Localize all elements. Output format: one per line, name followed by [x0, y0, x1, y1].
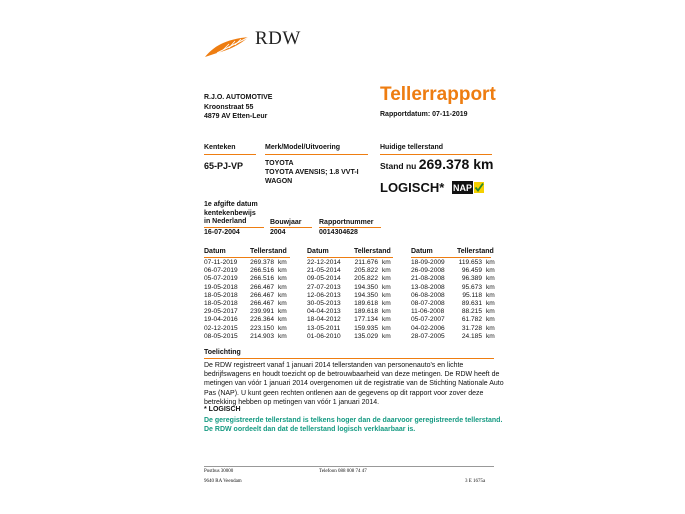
company-city: 4879 AV Etten-Leur [204, 113, 268, 120]
table-cell-date: 13-08-2008 [411, 283, 445, 291]
table-cell-date: 29-05-2017 [204, 308, 238, 316]
logisch-explanation: De geregistreerde tellerstand is telkens hoger dan de daarvoor geregistreerde tellerstand. De RDW oordeelt dan dat de tellerstand logisch verklaarbaar is. [204, 417, 503, 434]
table-cell-value: 269.378 [250, 259, 274, 266]
stand-label: Stand nu [380, 161, 417, 171]
table-cell-value: 194.350 [354, 291, 378, 299]
nap-badge-icon [452, 181, 484, 194]
model-line: WAGON [265, 178, 293, 185]
table-cell-date: 18-05-2018 [204, 300, 238, 307]
table-header-tellerstand: Tellerstand [250, 248, 287, 255]
rapportnummer-value: 0014304628 [319, 229, 358, 236]
table-cell-unit: km [486, 316, 495, 324]
table-cell-value: 135.029 [354, 332, 378, 340]
header-kenteken: Kenteken [204, 144, 236, 151]
table-cell-unit: km [278, 259, 287, 266]
table-cell-value: 211.676 [354, 259, 378, 266]
table-cell-date: 04-02-2006 [411, 324, 445, 332]
table-cell-value: 189.618 [354, 308, 378, 316]
model-line: TOYOTA AVENSIS; 1.8 VVT-I [265, 169, 359, 176]
table-cell-value: 214.903 [250, 332, 274, 340]
company-address [204, 93, 272, 122]
table-cell-unit: km [278, 324, 287, 332]
divider-rapport [319, 227, 381, 228]
toelichting-body: De RDW registreert vanaf 1 januari 2014 tellerstanden van personenauto's en lichte bedrijfswagens en houdt toezicht op de betrouwbaarheid van deze metingen. De RDW heeft de metingen van vóór 1 januari 2014 overgenomen uit de registratie van de Stichting Nationale Auto Pas (NAP). U kunt geen rechten ontlenen aan de gegevens op dit rapport voor zover deze betrekking hebben op metingen van vóór 1 januari 2014. [204, 362, 504, 406]
table-cell-unit: km [382, 283, 391, 291]
table-cell-date: 06-07-2019 [204, 267, 238, 275]
registration-label [204, 201, 258, 227]
table-cell-unit: km [278, 308, 287, 316]
table-cell-unit: km [486, 275, 495, 283]
table-cell-value: 95.673 [461, 283, 482, 291]
table-cell-unit: km [486, 283, 495, 291]
table-cell-value: 96.389 [461, 275, 482, 283]
logisch-verdict: LOGISCH* [380, 180, 445, 195]
table-header-divider [307, 257, 393, 258]
table-cell-unit: km [278, 275, 287, 283]
table-cell-date: 06-08-2008 [411, 291, 445, 299]
table-cell-value: 119.653 [458, 259, 482, 266]
table-cell-value: 266.467 [250, 291, 274, 299]
logisch-footnote-label: * LOGISCH [204, 406, 241, 413]
table-cell-date: 09-05-2014 [307, 275, 341, 283]
divider-merk [265, 154, 368, 155]
header-merk: Merk/Model/Uitvoering [265, 144, 341, 151]
table-cell-unit: km [278, 316, 287, 324]
table-cell-date: 01-06-2010 [307, 332, 341, 340]
table-cell-date: 26-09-2008 [411, 267, 445, 275]
table-cell-unit: km [278, 300, 287, 307]
nap-badge-text: NAP [452, 183, 473, 193]
table-cell-value: 24.185 [461, 332, 482, 340]
current-odometer [380, 156, 493, 172]
bouwjaar-value: 2004 [270, 229, 286, 236]
table-cell-unit: km [486, 324, 495, 332]
table-cell-date: 21-05-2014 [307, 267, 341, 275]
table-header-datum: Datum [204, 248, 226, 255]
rapportnummer-label: Rapportnummer [319, 219, 374, 226]
table-cell-date: 18-09-2009 [411, 259, 445, 266]
model-line: TOYOTA [265, 160, 294, 167]
table-cell-date: 12-06-2013 [307, 291, 341, 299]
table-cell-date: 18-04-2012 [307, 316, 341, 324]
reg-label-line: in Nederland [204, 218, 247, 225]
table-cell-unit: km [486, 291, 495, 299]
table-cell-value: 239.991 [250, 308, 274, 316]
divider-bouwjaar [270, 227, 312, 228]
table-cell-value: 226.364 [250, 316, 274, 324]
table-cell-value: 205.822 [354, 275, 378, 283]
table-cell-unit: km [278, 283, 287, 291]
table-cell-date: 22-12-2014 [307, 259, 341, 266]
table-cell-unit: km [382, 300, 391, 307]
table-cell-value: 31.728 [461, 324, 482, 332]
table-cell-unit: km [382, 259, 391, 266]
company-name: R.J.O. AUTOMOTIVE [204, 94, 273, 101]
table-cell-unit: km [382, 267, 391, 275]
table-cell-unit: km [382, 291, 391, 299]
registration-date: 16-07-2004 [204, 229, 240, 236]
table-cell-date: 28-07-2005 [411, 332, 445, 340]
report-title: Tellerrapport [380, 84, 496, 105]
table-cell-unit: km [486, 300, 495, 307]
stand-value: 269.378 km [418, 156, 494, 172]
table-header-divider [411, 257, 491, 258]
footer-divider [204, 466, 494, 467]
footer-phone: Telefoon 088 008 74 47 [319, 469, 367, 474]
table-cell-date: 13-05-2011 [307, 324, 341, 332]
table-cell-unit: km [278, 267, 287, 275]
table-cell-value: 159.935 [354, 324, 378, 332]
table-cell-value: 177.134 [354, 316, 378, 324]
table-cell-unit: km [382, 316, 391, 324]
table-header-tellerstand: Tellerstand [457, 248, 494, 255]
table-cell-unit: km [486, 308, 495, 316]
reg-label-line: 1e afgifte datum [204, 201, 258, 208]
reg-label-line: kentekenbewijs [204, 209, 256, 217]
header-huidige: Huidige tellerstand [380, 144, 444, 151]
table-cell-value: 194.350 [354, 283, 378, 291]
table-cell-value: 89.631 [461, 300, 482, 307]
table-cell-value: 266.516 [250, 275, 274, 283]
table-cell-date: 05-07-2007 [411, 316, 445, 324]
table-cell-unit: km [486, 259, 495, 266]
table-cell-unit: km [278, 332, 287, 340]
table-cell-unit: km [382, 275, 391, 283]
report-date: Rapportdatum: 07-11-2019 [380, 111, 468, 118]
table-cell-unit: km [486, 267, 495, 275]
table-cell-unit: km [382, 332, 391, 340]
table-cell-value: 223.150 [250, 324, 274, 332]
footer-city: 9640 RA Veendam [204, 479, 242, 484]
table-cell-value: 96.459 [461, 267, 482, 275]
divider-kenteken [204, 154, 256, 155]
table-cell-value: 95.118 [462, 291, 482, 299]
footer-code: 3 E 1675a [465, 479, 486, 484]
table-cell-value: 266.467 [250, 300, 274, 307]
table-cell-date: 19-05-2018 [204, 283, 238, 291]
table-cell-date: 30-05-2013 [307, 300, 341, 307]
table-cell-value: 205.822 [354, 267, 378, 275]
table-cell-date: 19-04-2016 [204, 316, 238, 324]
footer-postbus: Postbus 30000 [204, 469, 234, 474]
table-cell-value: 88.215 [461, 308, 482, 316]
table-cell-date: 21-08-2008 [411, 275, 445, 283]
table-header-divider [204, 257, 290, 258]
table-cell-date: 18-05-2018 [204, 291, 238, 299]
table-cell-date: 02-12-2015 [204, 324, 238, 332]
table-cell-value: 266.467 [250, 283, 274, 291]
table-cell-unit: km [486, 332, 495, 340]
table-cell-date: 11-06-2008 [411, 308, 445, 316]
table-cell-value: 266.516 [250, 267, 274, 275]
table-cell-date: 04-04-2013 [307, 308, 341, 316]
divider-toelichting [204, 358, 494, 359]
table-cell-date: 05-07-2019 [204, 275, 238, 283]
table-cell-unit: km [382, 324, 391, 332]
divider-reg [204, 227, 264, 228]
divider-huidige [380, 154, 492, 155]
table-cell-unit: km [382, 308, 391, 316]
rdw-logo-feather-icon [203, 33, 251, 59]
table-cell-value: 61.782 [461, 316, 482, 324]
vehicle-model [265, 159, 359, 186]
bouwjaar-label: Bouwjaar [270, 219, 302, 226]
table-header-tellerstand: Tellerstand [354, 248, 391, 255]
table-header-datum: Datum [307, 248, 329, 255]
table-cell-date: 08-07-2008 [411, 300, 445, 307]
toelichting-title: Toelichting [204, 349, 241, 356]
rdw-logo-text: RDW [255, 28, 301, 49]
table-cell-date: 08-05-2015 [204, 332, 238, 340]
company-street: Kroonstraat 55 [204, 103, 254, 111]
table-cell-unit: km [278, 291, 287, 299]
table-header-datum: Datum [411, 248, 433, 255]
license-plate: 65-PJ-VP [204, 161, 244, 171]
table-cell-value: 189.618 [354, 300, 378, 307]
table-cell-date: 27-07-2013 [307, 283, 341, 291]
table-cell-date: 07-11-2019 [204, 259, 238, 266]
